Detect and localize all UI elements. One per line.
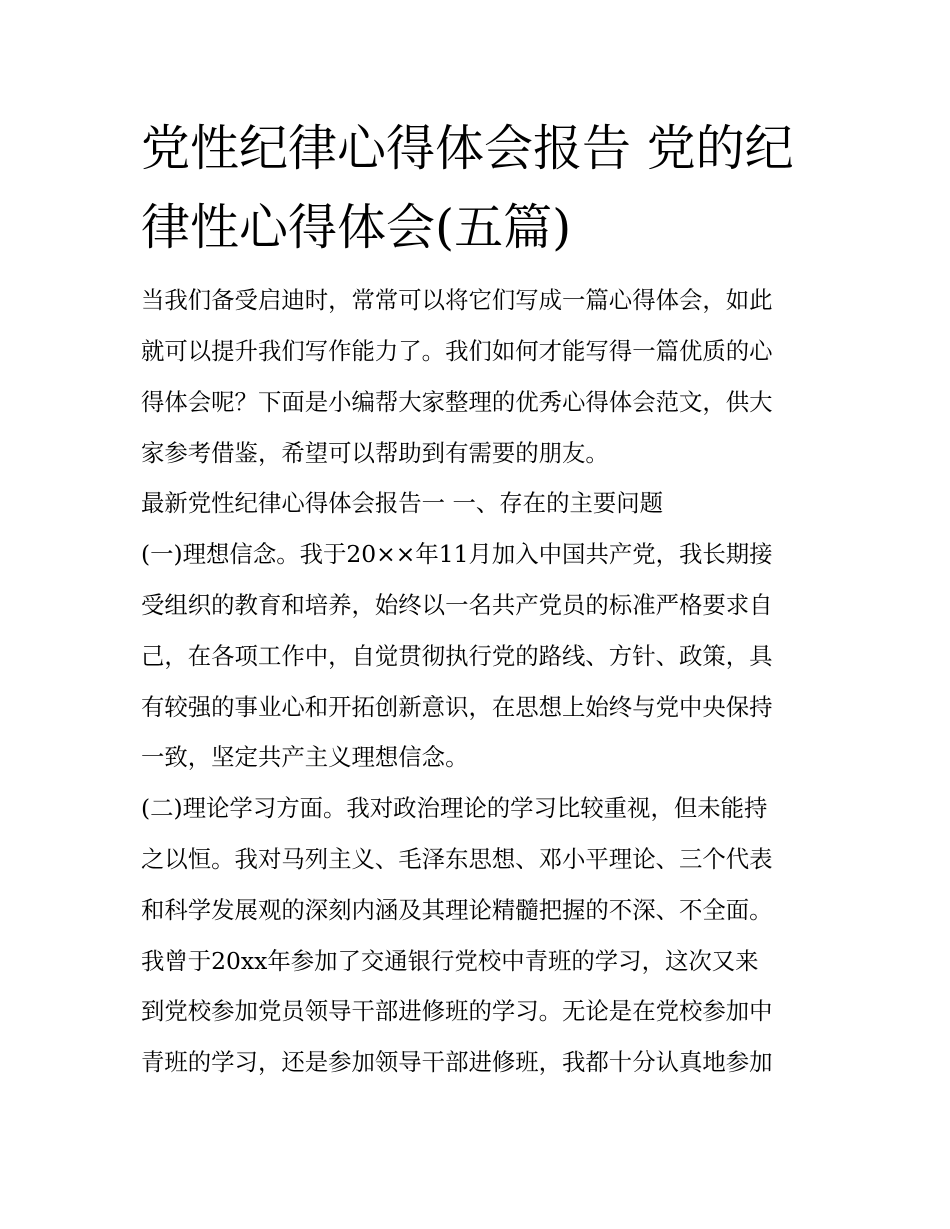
paragraph-line: (一)理想信念。我于20××年11月加入中国共产党，我长期接: [141, 540, 773, 568]
document-title-line-2: 律性心得体会(五篇): [141, 199, 572, 256]
document-title-line-1: 党性纪律心得体会报告 党的纪: [141, 120, 794, 177]
paragraph-line: 受组织的教育和培养，始终以一名共产党员的标准严格要求自: [141, 591, 773, 619]
paragraph-line: 我曾于20xx年参加了交通银行党校中青班的学习，这次又来: [141, 947, 759, 975]
paragraph-line: 一致，坚定共产主义理想信念。: [141, 743, 469, 771]
section-heading-line: 最新党性纪律心得体会报告一 一、存在的主要问题: [141, 489, 664, 517]
paragraph-line: 青班的学习，还是参加领导干部进修班，我都十分认真地参加: [141, 1048, 773, 1076]
paragraph-line: 有较强的事业心和开拓创新意识，在思想上始终与党中央保持: [141, 693, 773, 721]
paragraph-line: 己，在各项工作中，自觉贯彻执行党的路线、方针、政策，具: [141, 642, 773, 670]
paragraph-line: 得体会呢？下面是小编帮大家整理的优秀心得体会范文，供大: [141, 388, 773, 416]
paragraph-line: 当我们备受启迪时，常常可以将它们写成一篇心得体会，如此: [141, 286, 773, 314]
paragraph-line: 和科学发展观的深刻内涵及其理论精髓把握的不深、不全面。: [141, 896, 773, 924]
paragraph-line: 就可以提升我们写作能力了。我们如何才能写得一篇优质的心: [141, 337, 773, 365]
paragraph-line: 之以恒。我对马列主义、毛泽东思想、邓小平理论、三个代表: [141, 845, 773, 873]
paragraph-line: 家参考借鉴，希望可以帮助到有需要的朋友。: [141, 439, 609, 467]
paragraph-line: 到党校参加党员领导干部进修班的学习。无论是在党校参加中: [141, 997, 773, 1025]
paragraph-line: (二)理论学习方面。我对政治理论的学习比较重视，但未能持: [141, 794, 768, 822]
